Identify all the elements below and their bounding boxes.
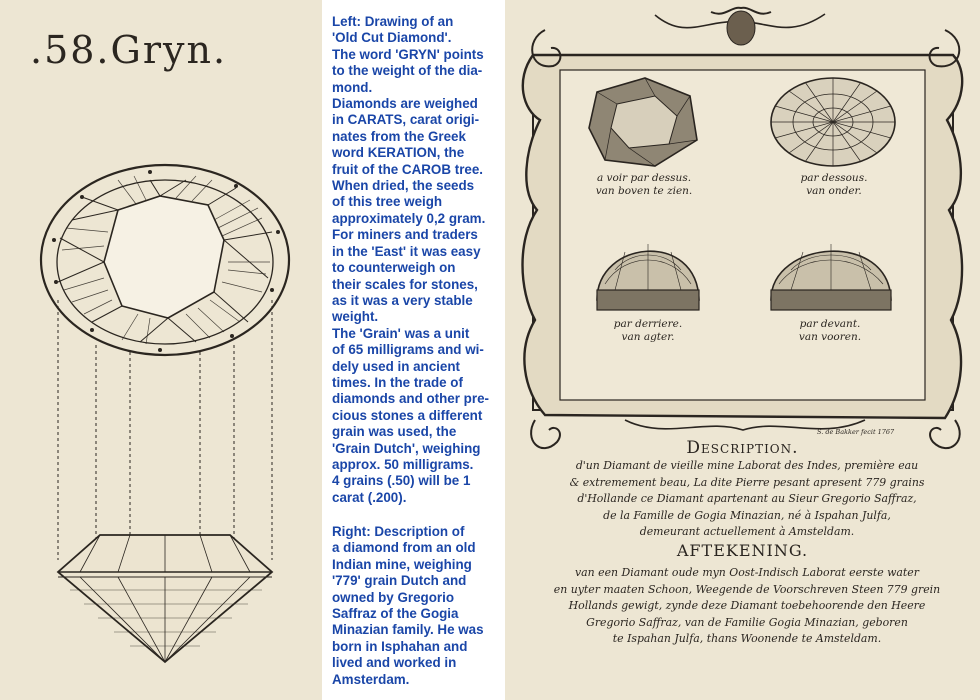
caption-line: van onder. (806, 185, 862, 197)
note-line: diamonds and other pre- (332, 391, 489, 407)
note-line: dely used in ancient (332, 358, 460, 374)
note-line: nates from the Greek (332, 128, 466, 144)
note-line: to counterweigh on (332, 260, 456, 276)
note-line: For miners and traders (332, 227, 478, 243)
caption-bottom-view (779, 172, 889, 198)
caption-back-view (593, 318, 703, 344)
note-line: 'Old Cut Diamond'. (332, 30, 452, 46)
note-line: Diamonds are weighed (332, 96, 478, 112)
aftekening-line: te Ispahan Julfa, thans Woonende te Amsteldam. (612, 632, 882, 645)
note-line: '779' grain Dutch and (332, 573, 467, 589)
note-line: approximately 0,2 gram. (332, 210, 486, 226)
note-line: mond. (332, 79, 373, 95)
aftekening-line: Gregorio Saffraz, van de Familie Gogia Minazian, geboren (586, 615, 908, 629)
description-line: de la Famille de Gogia Minazian, né à Ispahan Julfa, (603, 508, 891, 522)
description-paragraph (527, 458, 967, 541)
note-line: fruit of the CAROB tree. (332, 161, 484, 177)
left-engraving-panel (0, 0, 322, 700)
caption-line: van boven te zien. (595, 185, 693, 197)
note-line: of this tree weigh (332, 194, 443, 210)
note-line: Right: Description of (332, 524, 465, 539)
aftekening-title: AFTEKENING. (676, 541, 809, 560)
note-line: approx. 50 milligrams. (332, 456, 474, 472)
caption-line: par derriere. (613, 318, 683, 330)
note-line: carat (.200). (332, 489, 407, 505)
left-description-note (332, 14, 504, 506)
note-line: born in Isphahan and (332, 638, 468, 654)
note-line: Amsterdam. (332, 671, 410, 687)
caption-line: a voir par dessus. (596, 172, 692, 184)
note-line: their scales for stones, (332, 276, 478, 292)
mascaron-face (727, 11, 755, 45)
note-line: a diamond from an old (332, 540, 476, 556)
note-line: Left: Drawing of an (332, 14, 454, 29)
note-line: in the 'East' it was easy (332, 243, 481, 259)
note-line: lived and worked in (332, 655, 457, 671)
caption-top-view (589, 172, 699, 198)
note-line: owned by Gregorio (332, 589, 455, 605)
description-line: d'un Diamant de vieille mine Laborat des Indes, première eau (575, 459, 919, 472)
right-description-note (332, 524, 504, 688)
caption-line: van agter. (621, 331, 675, 343)
description-line: demeurant actuellement à Amsteldam. (639, 525, 855, 538)
note-line: cious stones a different (332, 407, 483, 423)
note-line: 'Grain Dutch', weighing (332, 440, 481, 456)
aftekening-line: Hollands gewigt, zynde deze Diamant toebehoorende den Heere (568, 599, 926, 612)
note-line: The 'Grain' was a unit (332, 325, 470, 341)
note-line: When dried, the seeds (332, 178, 475, 194)
note-line: to the weight of the dia- (332, 63, 483, 79)
note-line: in CARATS, carat origi- (332, 112, 480, 128)
annotation-panel (322, 0, 505, 700)
diamond-table (104, 196, 224, 318)
caption-line: van vooren. (798, 331, 862, 343)
caption-line: par devant. (799, 318, 861, 330)
note-line: grain was used, the (332, 424, 457, 440)
caption-line: par dessous. (800, 172, 868, 184)
description-line: & extremement beau, La dite Pierre pesant apresent 779 grains (569, 475, 925, 489)
note-line: Minazian family. He was (332, 622, 484, 638)
note-line: times. In the trade of (332, 374, 463, 390)
aftekening-line: van een Diamant oude myn Oost-Indisch Laborat eerste water (575, 566, 919, 579)
note-line: The word 'GRYN' points (332, 46, 484, 62)
engraver-signature: S. de Bakker fecit 1767 (817, 428, 895, 436)
aftekening-line: en uyter maaten Schoon, Weegende de Voorschreven Steen 779 grein (553, 582, 941, 596)
note-line: Saffraz of the Gogia (332, 606, 459, 622)
note-line: as it was a very stable (332, 292, 473, 308)
note-line: 4 grains (.50) will be 1 (332, 473, 471, 489)
old-cut-diamond-drawing (0, 0, 322, 700)
note-line: of 65 milligrams and wi- (332, 342, 484, 358)
note-line: word KERATION, the (332, 145, 465, 161)
right-engraving-panel (505, 0, 980, 700)
note-line: Indian mine, weighing (332, 556, 472, 572)
note-line: weight. (332, 309, 379, 325)
weight-heading: .58.Gryn. (30, 28, 228, 72)
description-line: d'Hollande ce Diamant apartenant au Sieur Gregorio Saffraz, (577, 492, 917, 505)
aftekening-paragraph (527, 565, 967, 648)
description-title: Description. (686, 438, 799, 458)
caption-front-view (775, 318, 885, 344)
